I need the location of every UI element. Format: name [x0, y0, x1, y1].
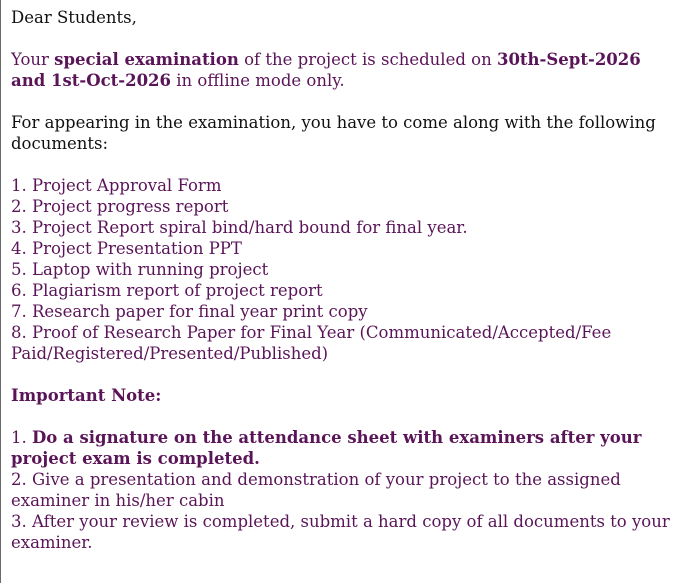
note-item-1: [11, 427, 671, 469]
list-item: 4. Project Presentation PPT: [11, 239, 242, 258]
exam-dates-bold: 30th-Sept-2026 and 1st-Oct-2026: [11, 50, 641, 90]
intro-text-1: Your: [11, 50, 55, 69]
intro-text-3: in offline mode only.: [171, 71, 345, 90]
notes-list: [11, 427, 671, 553]
intro-text-2: of the project is scheduled on: [238, 50, 497, 69]
greeting-text: Dear Students,: [11, 8, 137, 27]
spacer: [11, 364, 671, 385]
documents-intro-text: For appearing in the examination, you have to come along with the following documents:: [11, 113, 656, 153]
list-item: 7. Research paper for final year print copy: [11, 302, 368, 321]
exam-schedule-paragraph: [11, 49, 671, 91]
list-item: 3. Project Report spiral bind/hard bound for final year.: [11, 218, 468, 237]
spacer: [11, 406, 671, 427]
list-item: 5. Laptop with running project: [11, 260, 269, 279]
note-number: 1.: [11, 428, 32, 447]
message-body: [11, 7, 671, 553]
list-item: 6. Plagiarism report of project report: [11, 281, 323, 300]
spacer: [11, 91, 671, 112]
spacer: [11, 28, 671, 49]
note-item-3: 3. After your review is completed, submit a hard copy of all documents to your examiner.: [11, 512, 670, 552]
important-note-heading: Important Note:: [11, 386, 162, 405]
list-item: 2. Project progress report: [11, 197, 229, 216]
exam-type-bold: special examination: [54, 50, 239, 69]
note-item-2: 2. Give a presentation and demonstration of your project to the assigned examiner in his/her cabin: [11, 470, 621, 510]
list-item: 8. Proof of Research Paper for Final Year (Communicated/Accepted/Fee Paid/Registered/Presented/Published): [11, 323, 612, 363]
note-bold-text: Do a signature on the attendance sheet with examiners after your project exam is completed.: [11, 428, 642, 468]
list-item: 1. Project Approval Form: [11, 176, 222, 195]
documents-list: [11, 175, 671, 364]
spacer: [11, 154, 671, 175]
